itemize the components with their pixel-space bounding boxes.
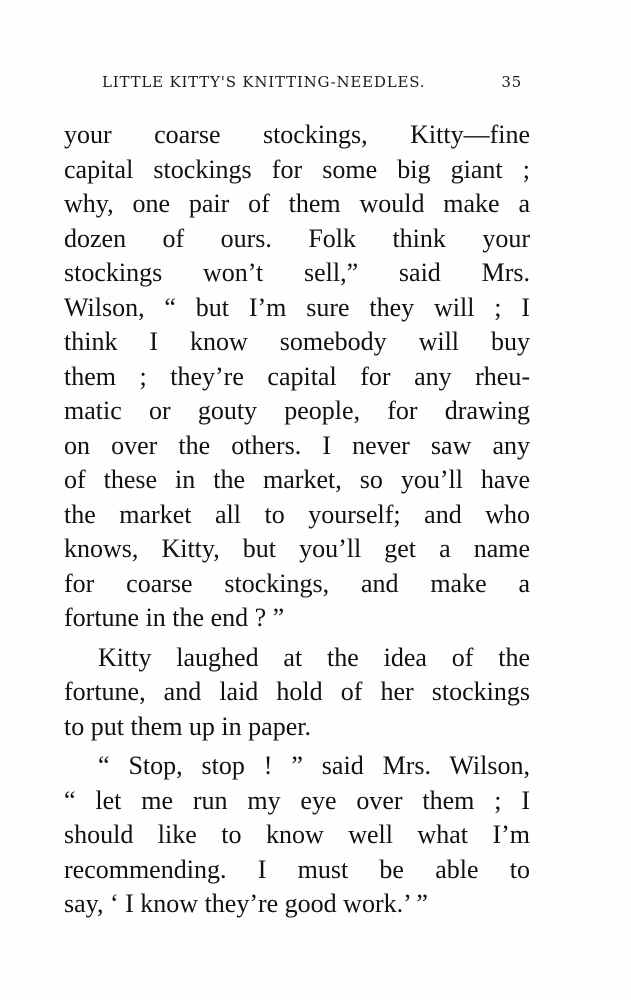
text-line: “ let me run my eye over them ; I bbox=[64, 785, 530, 815]
text-line: “ Stop, stop ! ” said Mrs. Wilson, bbox=[98, 751, 530, 780]
text-line: matic or gouty people, for drawing bbox=[64, 396, 530, 425]
running-header bbox=[102, 73, 522, 97]
text-line: of these in the market, so you’ll have bbox=[64, 465, 530, 494]
text-line: recommending. I must be able to bbox=[64, 854, 530, 884]
text-line: stockings won’t sell,” said Mrs. bbox=[64, 258, 530, 287]
text-line: dozen of ours. Folk think your bbox=[64, 223, 530, 253]
text-line: think I know somebody will buy bbox=[64, 327, 530, 356]
text-line: for coarse stockings, and make a bbox=[64, 568, 530, 598]
text-line: the market all to yourself; and who bbox=[64, 499, 530, 529]
text-line: your coarse stockings, Kitty—fine bbox=[64, 120, 530, 149]
paragraph-1 bbox=[64, 118, 530, 636]
body-text bbox=[64, 118, 530, 922]
text-line: say, ‘ I know they’re good work.’ ” bbox=[64, 889, 428, 918]
text-line: fortune, and laid hold of her stockings bbox=[64, 677, 530, 706]
text-line: capital stockings for some big giant ; bbox=[64, 154, 530, 184]
text-line: fortune in the end ? ” bbox=[64, 603, 285, 632]
text-line: Kitty laughed at the idea of the bbox=[98, 642, 530, 672]
text-line: should like to know well what I’m bbox=[64, 820, 530, 849]
text-line: why, one pair of them would make a bbox=[64, 189, 530, 218]
paragraph-2 bbox=[64, 641, 530, 745]
text-line: knows, Kitty, but you’ll get a name bbox=[64, 534, 530, 563]
text-line: Wilson, “ but I’m sure they will ; I bbox=[64, 292, 530, 322]
page-number: 35 bbox=[501, 73, 522, 91]
text-line: on over the others. I never saw any bbox=[64, 430, 530, 460]
text-line: to put them up in paper. bbox=[64, 711, 311, 741]
paragraph-3 bbox=[64, 749, 530, 922]
running-title: LITTLE KITTY'S KNITTING-NEEDLES. bbox=[102, 73, 426, 91]
text-line: them ; they’re capital for any rheu- bbox=[64, 361, 530, 391]
